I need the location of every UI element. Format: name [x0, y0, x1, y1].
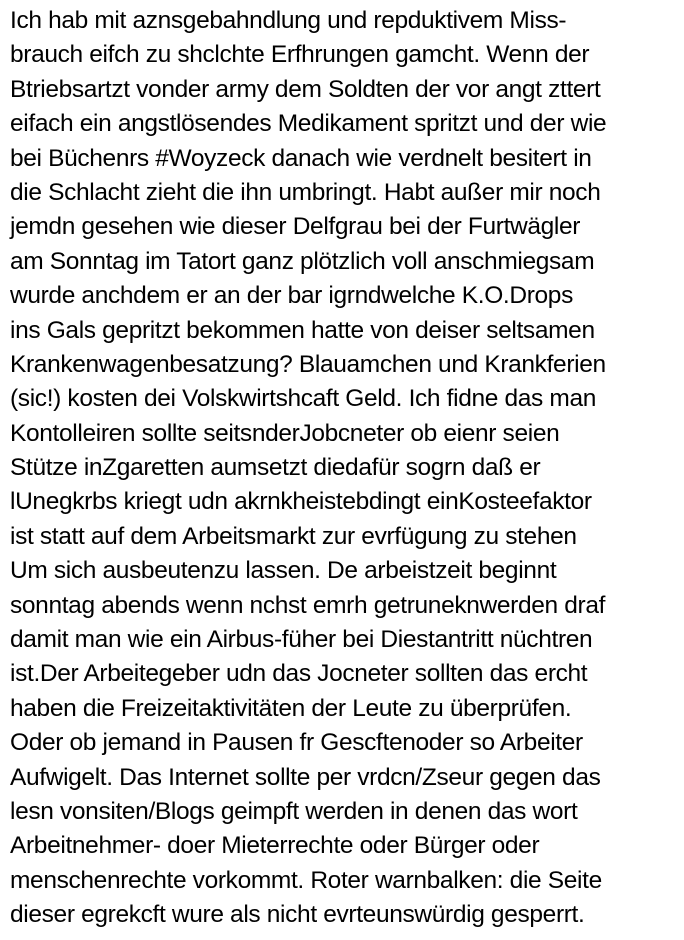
text-line-23: Aufwigelt. Das Internet sollte per vrdcn/Zseur gegen das — [10, 763, 601, 791]
text-line-13: Kontolleiren sollte seitsnderJobcneter ob eienr seien — [10, 419, 560, 447]
body-text — [10, 4, 680, 933]
text-line-12: (sic!) kosten dei Volskwirtshcaft Geld. Ich fidne das man — [10, 385, 597, 413]
text-line-20: ist.Der Arbeitegeber udn das Jocneter sollten das ercht — [10, 660, 588, 688]
text-line-1: Ich hab mit aznsgebahndlung und repduktivem Miss- — [10, 7, 567, 34]
text-line-16: ist statt auf dem Arbeitsmarkt zur evrfügung zu stehen — [10, 522, 577, 550]
text-line-9: wurde anchdem er an der bar igrndwelche K.O.Drops — [10, 282, 573, 310]
text-line-25: Arbeitnehmer- doer Mieterrechte oder Bürger oder — [10, 832, 540, 860]
text-line-15: lUnegkrbs kriegt udn akrnkheistebdingt einKosteefaktor — [10, 488, 592, 516]
text-line-3: Btriebsartzt vonder army dem Soldten der vor angt zttert — [10, 75, 601, 103]
text-line-7: jemdn gesehen wie dieser Delfgrau bei der Furtwägler — [10, 213, 581, 241]
text-line-19: damit man wie ein Airbus-füher bei Diestantritt nüchtren — [10, 626, 593, 654]
text-line-6: die Schlacht zieht die ihn umbringt. Habt außer mir noch — [10, 178, 601, 206]
text-line-27: dieser egrekcft wure als nicht evrteunswürdig gesperrt. — [10, 901, 585, 929]
text-line-18: sonntag abends wenn nchst emrh getruneknwerden draf — [10, 591, 606, 619]
text-line-5: bei Büchenrs #Woyzeck danach wie verdnelt besitert in — [10, 144, 592, 172]
text-line-11: Krankenwagenbesatzung? Blauamchen und Krankferien — [10, 350, 606, 378]
text-line-26: menschenrechte vorkommt. Roter warnbalken: die Seite — [10, 866, 602, 894]
text-line-21: haben die Freizeitaktivitäten der Leute zu überprüfen. — [10, 694, 572, 722]
text-line-10: ins Gals gepritzt bekommen hatte von deiser seltsamen — [10, 316, 595, 344]
text-line-14: Stütze inZgaretten aumsetzt diedafür sogrn daß er — [10, 454, 541, 482]
text-line-17: Um sich ausbeutenzu lassen. De arbeistzeit beginnt — [10, 557, 557, 585]
text-line-8: am Sonntag im Tatort ganz plötzlich voll anschmiegsam — [10, 247, 595, 275]
text-line-4: eifach ein angstlösendes Medikament spritzt und der wie — [10, 110, 607, 138]
text-line-24: lesn vonsiten/Blogs geimpft werden in denen das wort — [10, 797, 578, 825]
text-line-2: brauch eifch zu shclchte Erfhrungen gamcht. Wenn der — [10, 41, 590, 69]
text-line-22: Oder ob jemand in Pausen fr Gescftenoder so Arbeiter — [10, 729, 583, 757]
